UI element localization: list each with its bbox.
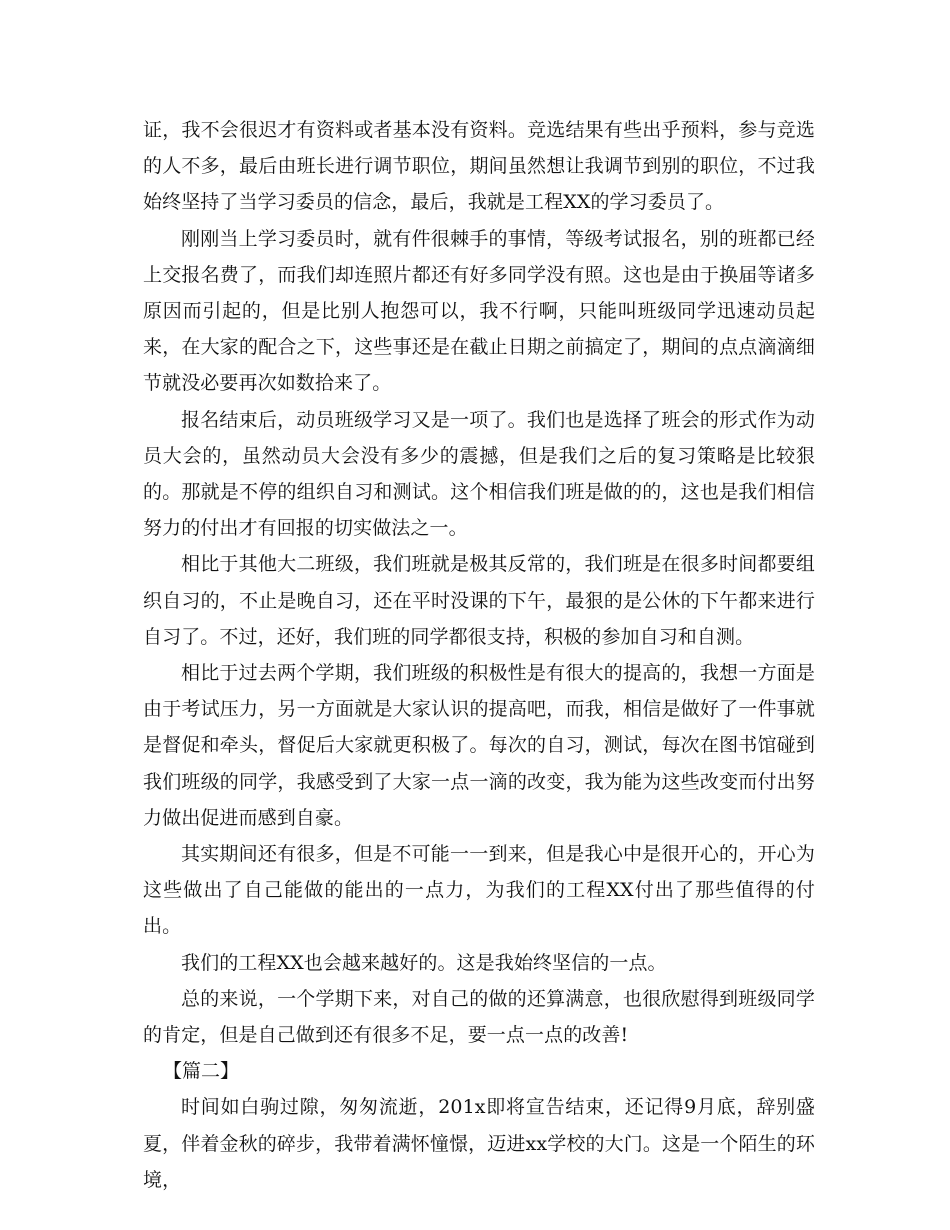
paragraph-2: 刚刚当上学习委员时，就有件很棘手的事情，等级考试报名，别的班都已经上交报名费了，而我们却连照片都还有好多同学没有照。这也是由于换届等诸多原因而引起的，但是比别人抱怨可以，我不行啊，只能叫班级同学迅速动员起来，在大家的配合之下，这些事还是在截止日期之前搞定了，期间的点点滴滴细节就没必要再次如数拾来了。 [143, 227, 815, 395]
paragraph-1: 证，我不会很迟才有资料或者基本没有资料。竞选结果有些出乎预料，参与竞选的人不多，最后由班长进行调节职位，期间虽然想让我调节到别的职位，不过我始终坚持了当学习委员的信念，最后，我就是工程XX的学习委员了。 [143, 119, 815, 214]
paragraph-6: 其实期间还有很多，但是不可能一一到来，但是我心中是很开心的，开心为这些做出了自己能做的能出的一点力，为我们的工程XX付出了那些值得的付出。 [143, 843, 815, 938]
paragraph-8: 总的来说，一个学期下来，对自己的做的还算满意，也很欣慰得到班级同学的肯定，但是自己做到还有很多不足，要一点一点的改善! [143, 987, 815, 1047]
paragraph-7: 我们的工程XX也会越来越好的。这是我始终坚信的一点。 [181, 951, 667, 974]
document-body [143, 112, 815, 1198]
paragraph-5: 相比于过去两个学期，我们班级的积极性是有很大的提高的，我想一方面是由于考试压力，另一方面就是大家认识的提高吧，而我，相信是做好了一件事就是督促和牵头，督促后大家就更积极了。每次的自习，测试，每次在图书馆碰到我们班级的同学，我感受到了大家一点一滴的改变，我为能为这些改变而付出努力做出促进而感到自豪。 [143, 662, 815, 829]
paragraph-9: 时间如白驹过隙，匆匆流逝，201x即将宣告结束，还记得9月底，辞别盛夏，伴着金秋的碎步，我带着满怀憧憬，迈进xx学校的大门。这是一个陌生的环境， [143, 1096, 815, 1191]
paragraph-3: 报名结束后，动员班级学习又是一项了。我们也是选择了班会的形式作为动员大会的，虽然动员大会没有多少的震撼，但是我们之后的复习策略是比较狠的。那就是不停的组织自习和测试。这个相信我们班是做的的，这也是我们相信努力的付出才有回报的切实做法之一。 [143, 408, 815, 540]
section-heading: 【篇二】 [163, 1060, 240, 1083]
paragraph-4: 相比于其他大二班级，我们班就是极其反常的，我们班是在很多时间都要组织自习的，不止是晚自习，还在平时没课的下午，最狠的是公休的下午都来进行自习了。不过，还好，我们班的同学都很支持，积极的参加自习和自测。 [143, 553, 815, 648]
